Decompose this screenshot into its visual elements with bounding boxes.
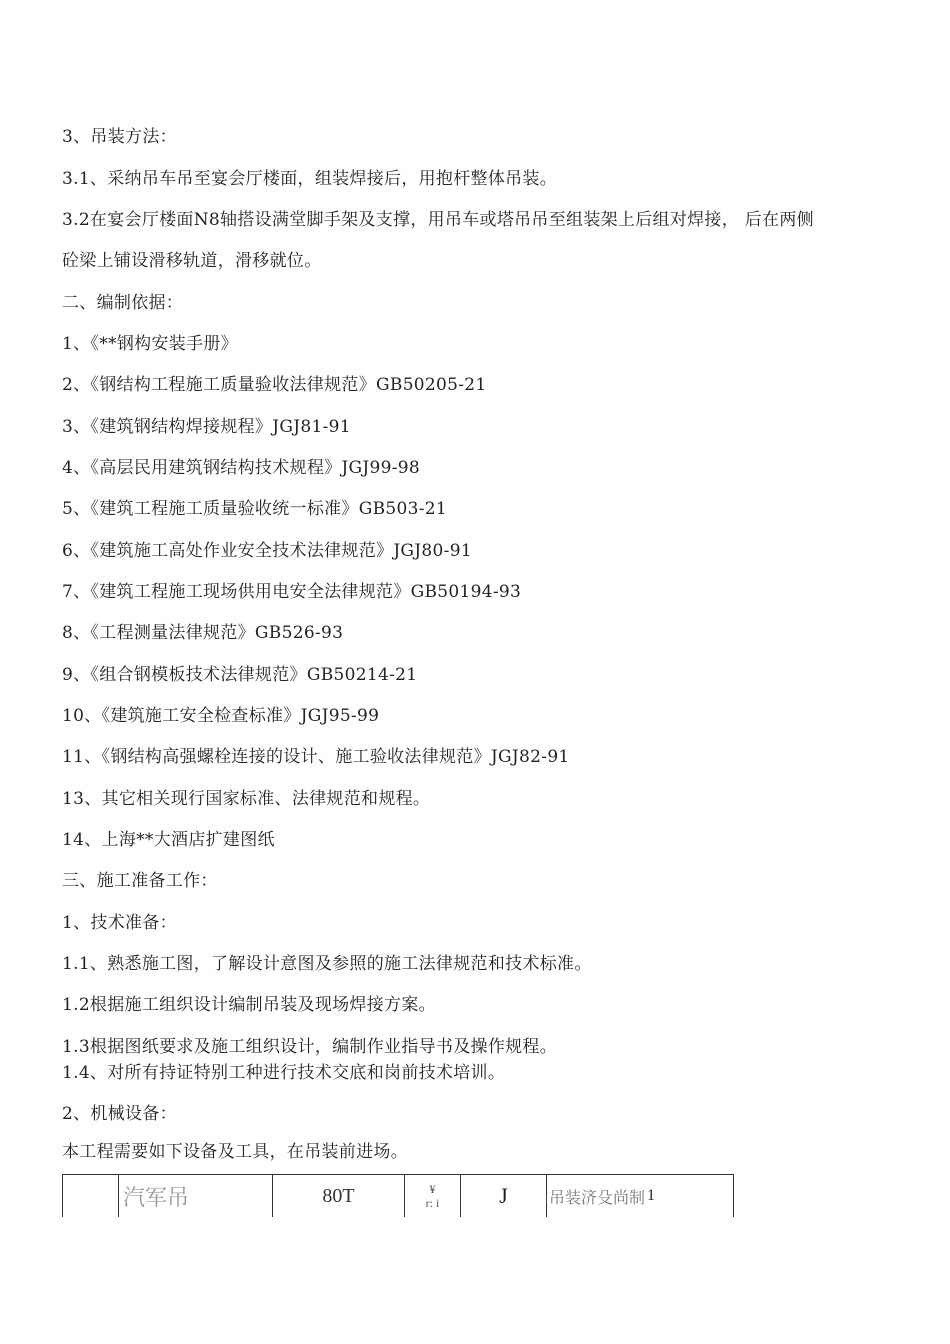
table-cell-qty: J: [461, 1175, 547, 1217]
table-cell-spec: 80T: [273, 1175, 405, 1217]
reference-item: 1、《**钢构安装手册》: [62, 334, 238, 354]
text-line: 1.2根据施工组织设计编制吊装及现场焊接方案。: [62, 995, 436, 1015]
reference-item: 13、其它相关现行国家标准、法律规范和规程。: [62, 789, 431, 809]
text-line: 砼梁上铺设滑移轨道，滑移就位。: [62, 251, 322, 271]
reference-item: 5、《建筑工程施工质量验收统一标准》GB503-21: [62, 499, 448, 519]
text-line: 1.1、熟悉施工图，了解设计意图及参照的施工法律规范和技术标准。: [62, 954, 592, 974]
note-number: 1: [647, 1187, 656, 1204]
section-heading: 三、施工准备工作：: [62, 871, 218, 891]
reference-item: 3、《建筑钢结构焊接规程》JGJ81-91: [62, 417, 351, 437]
equipment-table: [62, 1174, 734, 1217]
text-line: 3、吊装方法：: [62, 127, 177, 147]
reference-item: 11、《钢结构高强螺栓连接的设计、施工验收法律规范》JGJ82-91: [62, 747, 570, 767]
reference-item: 7、《建筑工程施工现场供用电安全法律规范》GB50194-93: [62, 582, 522, 602]
subsection-heading: 1、技术准备：: [62, 913, 177, 933]
text-line: 3.1、采纳吊车吊至宴会厅楼面，组装焊接后，用抱杆整体吊装。: [62, 169, 558, 189]
reference-item: 9、《组合钢模板技术法律规范》GB50214-21: [62, 665, 418, 685]
table-cell-note: [547, 1175, 733, 1217]
text-line: 3.2在宴会厅楼面N8轴搭设满堂脚手架及支撑，用吊车或塔吊吊至组装架上后组对焊接， 后在两侧: [62, 210, 814, 230]
reference-item: 14、上海**大酒店扩建图纸: [62, 830, 275, 850]
section-heading: 二、编制依据：: [62, 293, 184, 313]
text-line: 1.3根据图纸要求及施工组织设计，编制作业指导书及操作规程。: [62, 1037, 558, 1057]
text-line: 本工程需要如下设备及工具，在吊装前进场。: [62, 1142, 408, 1162]
text-line: 1.4、对所有持证特别工种进行技术交底和岗前技术培训。: [62, 1063, 506, 1083]
reference-item: 2、《钢结构工程施工质量验收法律规范》GB50205-21: [62, 375, 487, 395]
unit-bottom-text: r: i: [425, 1196, 440, 1210]
note-text: 吊装济殳尚制: [549, 1189, 646, 1207]
table-cell-unit: [405, 1175, 461, 1217]
reference-item: 6、《建筑施工高处作业安全技术法律规范》JGJ80-91: [62, 541, 472, 561]
subsection-heading: 2、机械设备：: [62, 1104, 177, 1124]
table-cell-name: 汽军吊: [119, 1175, 273, 1217]
reference-item: 10、《建筑施工安全检查标准》JGJ95-99: [62, 706, 380, 726]
unit-top-text: ¥: [429, 1182, 436, 1196]
reference-item: 4、《高层民用建筑钢结构技术规程》JGJ99-98: [62, 458, 421, 478]
reference-item: 8、《工程测量法律规范》GB526-93: [62, 623, 344, 643]
table-cell-index: [63, 1175, 119, 1217]
